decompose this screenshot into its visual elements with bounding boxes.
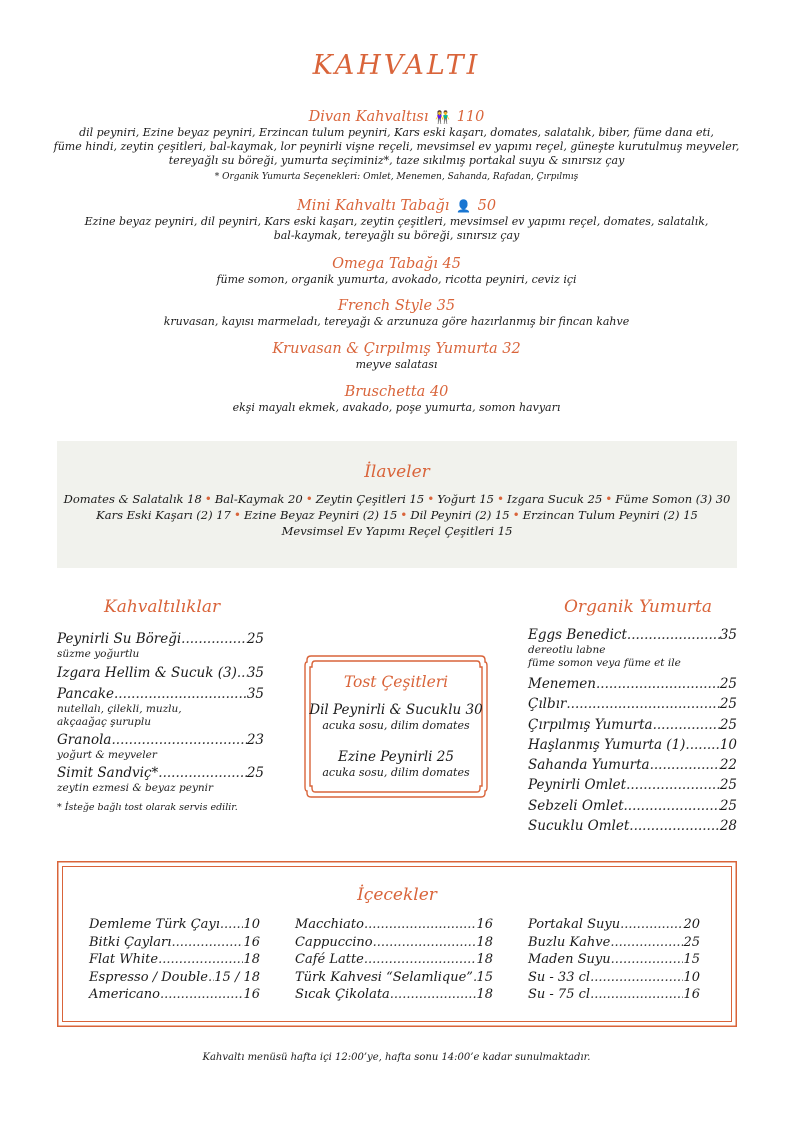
list-item [57,665,264,682]
bullet-icon: • [305,492,313,506]
extra-item: Ezine Beyaz Peyniri (2) 15 [243,508,398,522]
list-item [57,686,264,729]
item-name: French Style [337,298,433,314]
extra-item: Dil Peyniri (2) 15 [410,508,510,522]
list-item [528,627,737,670]
list-item [297,749,495,780]
item-price: 25 [719,797,737,814]
item-name: Granola [57,732,112,748]
extra-item: Yoğurt 15 [437,492,494,506]
item-price: 30 [465,702,483,718]
leader-dots [364,916,476,934]
item-price: 16 [243,987,260,1002]
list-item [57,631,264,661]
list-item [57,765,264,795]
two-people-icon: 👫 [435,110,451,124]
list-item [295,986,493,1004]
item-price: 25 [719,676,737,692]
item-name: Sahanda Yumurta [528,757,650,774]
extra-item: Erzincan Tulum Peyniri (2) 15 [522,508,698,522]
leader-dots [596,674,720,694]
item-price: 10 [683,969,700,985]
item-desc: dil peyniri, Ezine beyaz peyniri, Erzincan tulum peyniri, Kars eski kaşarı, domates, salatalık, biber, füme dana eti, [79,126,714,139]
item-price: 22 [719,757,737,774]
item-desc: tereyağlı su böreği, yumurta seçiminiz*, taze sıkılmış portakal suyu & sınırsız çay [168,154,625,167]
item-price: 25 [719,696,737,713]
leader-dots [390,986,477,1004]
serving-hours-note: Kahvaltı menüsü hafta içi 12:00’ye, hafta sonu 14:00’e kadar sunulmaktadır. [202,1052,591,1063]
list-item [297,702,495,733]
item-name: Espresso / Double [89,969,208,985]
breakfast-item-french [0,297,793,329]
item-price: 10 [243,917,260,932]
item-name: Demleme Türk Çayı [89,917,220,932]
leader-dots [629,816,720,836]
item-desc: kruvasan, kayısı marmeladı, tereyağı & arzunuza göre hazırlanmış bir fincan kahve [163,315,630,328]
leader-dots [627,627,720,644]
item-price: 18 [243,952,260,967]
item-name: Buzlu Kahve [528,934,611,950]
bullet-icon: • [496,492,505,506]
list-item [528,674,737,694]
list-item [89,934,260,952]
leader-dots [111,732,246,749]
leader-dots [181,631,247,648]
list-item [89,969,260,987]
item-name: Divan Kahvaltısı [308,109,429,125]
leader-dots [373,934,477,952]
item-name: Peynirli Omlet [528,777,627,794]
item-name: Çılbır [528,696,567,713]
leader-dots [626,775,720,795]
item-name: Su - 33 cl [528,969,591,985]
item-price: 35 [719,627,737,643]
list-item [528,715,737,735]
item-desc: Ezine beyaz peyniri, dil peyniri, Kars eski kaşarı, zeytin çeşitleri, mevsimsel ev yapımı reçel, domates, salatalık, [84,215,709,228]
leader-dots [160,986,243,1004]
item-desc: füme hindi, zeytin çeşitleri, bal-kaymak, lor peynirli vişne reçeli, mevsimsel ev yapımı reçel, güneşte kurutulmuş meyveler, [53,140,740,153]
item-price: 35 [436,298,456,314]
item-name: Menemen [528,676,596,692]
item-name: Sebzeli Omlet [528,797,624,814]
item-price: 35 [246,686,264,702]
breakfast-item-divan [0,108,793,184]
item-price: 25 [436,749,454,765]
item-desc: dereotlu labne [528,644,606,656]
extras-panel [57,441,737,568]
extra-item: Kars Eski Kaşarı (2) 17 [96,508,231,522]
list-item [89,986,260,1004]
item-desc: yoğurt & meyveler [57,749,157,761]
item-name: Bruschetta [344,384,426,400]
item-price: 50 [477,198,497,214]
breakfast-item-kruvasan [0,340,793,372]
item-name: Sucuklu Omlet [528,818,630,835]
extra-item: Izgara Sucuk 25 [507,492,603,506]
item-name: Omega Tabağı [332,256,438,272]
leader-dots [158,951,243,969]
item-price: 16 [243,934,260,950]
item-price: 16 [476,917,493,932]
extras-line [57,491,737,507]
drinks-panel [57,861,737,1027]
item-price: 15 [683,952,700,967]
extra-item: Zeytin Çeşitleri 15 [315,492,425,506]
item-name: Eggs Benedict [528,627,627,643]
leader-dots [220,916,244,934]
page-title: KAHVALTI [312,50,481,81]
leader-dots [566,694,719,714]
list-item [295,934,493,952]
list-item [57,732,264,762]
organik-title: Organik Yumurta [564,597,713,617]
item-desc: meyve salatası [355,358,438,371]
item-desc: ekşi mayalı ekmek, avakado, poşe yumurta, somon havyarı [232,401,561,414]
item-desc: füme somon, organik yumurta, avokado, ricotta peyniri, ceviz içi [216,273,577,286]
item-price: 18 [476,952,493,967]
breakfast-item-mini [0,197,793,243]
leader-dots [590,969,683,987]
item-name: Peynirli Su Böreği [57,631,182,647]
item-price: 32 [502,341,521,357]
item-price: 25 [719,777,737,794]
item-desc: bal-kaymak, tereyağlı su böreği, sınırsız çay [273,229,520,242]
leader-dots [114,686,247,703]
item-name: Macchiato [295,917,364,932]
list-item [528,796,737,816]
item-desc: akçaağaç şuruplu [57,716,151,728]
extras-title: İlaveler [364,462,430,482]
list-item [528,735,737,755]
leader-dots [364,951,477,969]
item-price: 16 [683,987,700,1002]
bullet-icon: • [204,492,212,506]
item-price: 25 [719,716,737,733]
list-item [295,916,493,934]
item-name: Maden Suyu [528,952,611,967]
organik-list [528,627,737,836]
item-price: 35 [246,665,264,681]
list-item [89,951,260,969]
list-item [528,916,700,934]
bullet-icon: • [512,508,520,522]
item-name: Izgara Hellim & Sucuk (3) [57,665,237,681]
leader-dots [620,916,683,934]
drinks-column [295,916,493,1004]
drinks-column [528,916,700,1004]
list-item [528,775,737,795]
item-price: 23 [246,732,264,748]
list-item [295,969,493,987]
item-desc: acuka sosu, dilim domates [322,766,470,779]
item-name: Portakal Suyu [528,917,621,932]
extras-line: Mevsimsel Ev Yapımı Reçel Çeşitleri 15 [281,524,513,538]
item-name: Türk Kahvesi “Selamlique” [295,969,473,985]
item-name: Kruvasan & Çırpılmış Yumurta [272,341,498,357]
item-name: Çırpılmış Yumurta [528,716,653,733]
bullet-icon: • [605,492,613,506]
item-price: 25 [246,765,264,781]
list-item [528,755,737,775]
item-name: Ezine Peynirli [338,749,433,765]
toast-note: * İsteğe bağlı tost olarak servis edilir. [57,802,238,813]
drinks-column [89,916,260,1004]
item-desc: acuka sosu, dilim domates [322,719,470,732]
leader-dots [171,934,243,952]
item-price: 10 [719,736,737,753]
item-price: 18 [476,934,493,950]
extra-item: Füme Somon (3) 30 [615,492,731,506]
item-name: Pancake [57,686,114,702]
leader-dots [590,986,683,1004]
item-name: Café Latte [295,952,364,967]
item-desc: zeytin ezmesi & beyaz peynir [57,782,214,794]
leader-dots [610,934,683,952]
bullet-icon: • [400,508,408,522]
list-item [528,969,700,987]
list-item [528,951,700,969]
list-item [528,934,700,952]
item-name: Americano [89,987,161,1002]
item-desc: füme somon veya füme et ile [528,657,681,669]
item-price: 28 [719,818,737,835]
kahvaltiliklar-title: Kahvaltılıklar [104,597,221,617]
leader-dots [685,735,719,755]
leader-dots [653,715,720,735]
leader-dots [624,796,720,816]
list-item [295,951,493,969]
breakfast-item-omega [0,255,793,287]
item-name: Flat White [89,952,159,967]
list-item [528,986,700,1004]
leader-dots [611,951,684,969]
item-desc: süzme yoğurtlu [57,648,140,660]
leader-dots [158,765,247,782]
breakfast-item-bruschetta [0,383,793,415]
extra-item: Domates & Salatalık 18 [63,492,202,506]
tost-frame [297,648,495,805]
item-price: 15 [476,969,493,985]
item-name: Dil Peynirli & Sucuklu [309,702,462,718]
extras-line [57,507,737,523]
list-item [89,916,260,934]
kahvaltiliklar-list [57,631,264,814]
item-name: Bitki Çayları [89,934,172,950]
item-price: 45 [442,256,461,272]
bullet-icon: • [233,508,241,522]
leader-dots [237,665,247,682]
item-price: 25 [246,631,264,647]
list-item [528,816,737,836]
item-name: Mini Kahvaltı Tabağı [296,198,450,214]
item-price: 110 [456,109,485,125]
item-price: 15 / 18 [214,969,260,985]
item-price: 18 [476,987,493,1002]
egg-options-note: * Organik Yumurta Seçenekleri: Omlet, Menemen, Sahanda, Rafadan, Çırpılmış [214,172,579,182]
leader-dots [650,755,720,775]
tost-title: Tost Çeşitleri [343,673,449,691]
item-name: Sıcak Çikolata [295,987,390,1002]
list-item [528,694,737,714]
drinks-title: İçecekler [357,885,437,905]
item-name: Su - 75 cl [528,987,591,1002]
extra-item: Bal-Kaymak 20 [214,492,303,506]
item-price: 20 [683,917,700,932]
item-desc: nutellalı, çilekli, muzlu, [57,703,182,715]
item-name: Cappuccino [295,934,373,950]
one-person-icon: 👤 [456,199,471,213]
item-price: 25 [683,934,700,950]
bullet-icon: • [427,492,435,506]
item-name: Haşlanmış Yumurta (1) [528,736,686,753]
item-price: 40 [429,384,449,400]
item-name: Simit Sandviç* [57,765,159,781]
